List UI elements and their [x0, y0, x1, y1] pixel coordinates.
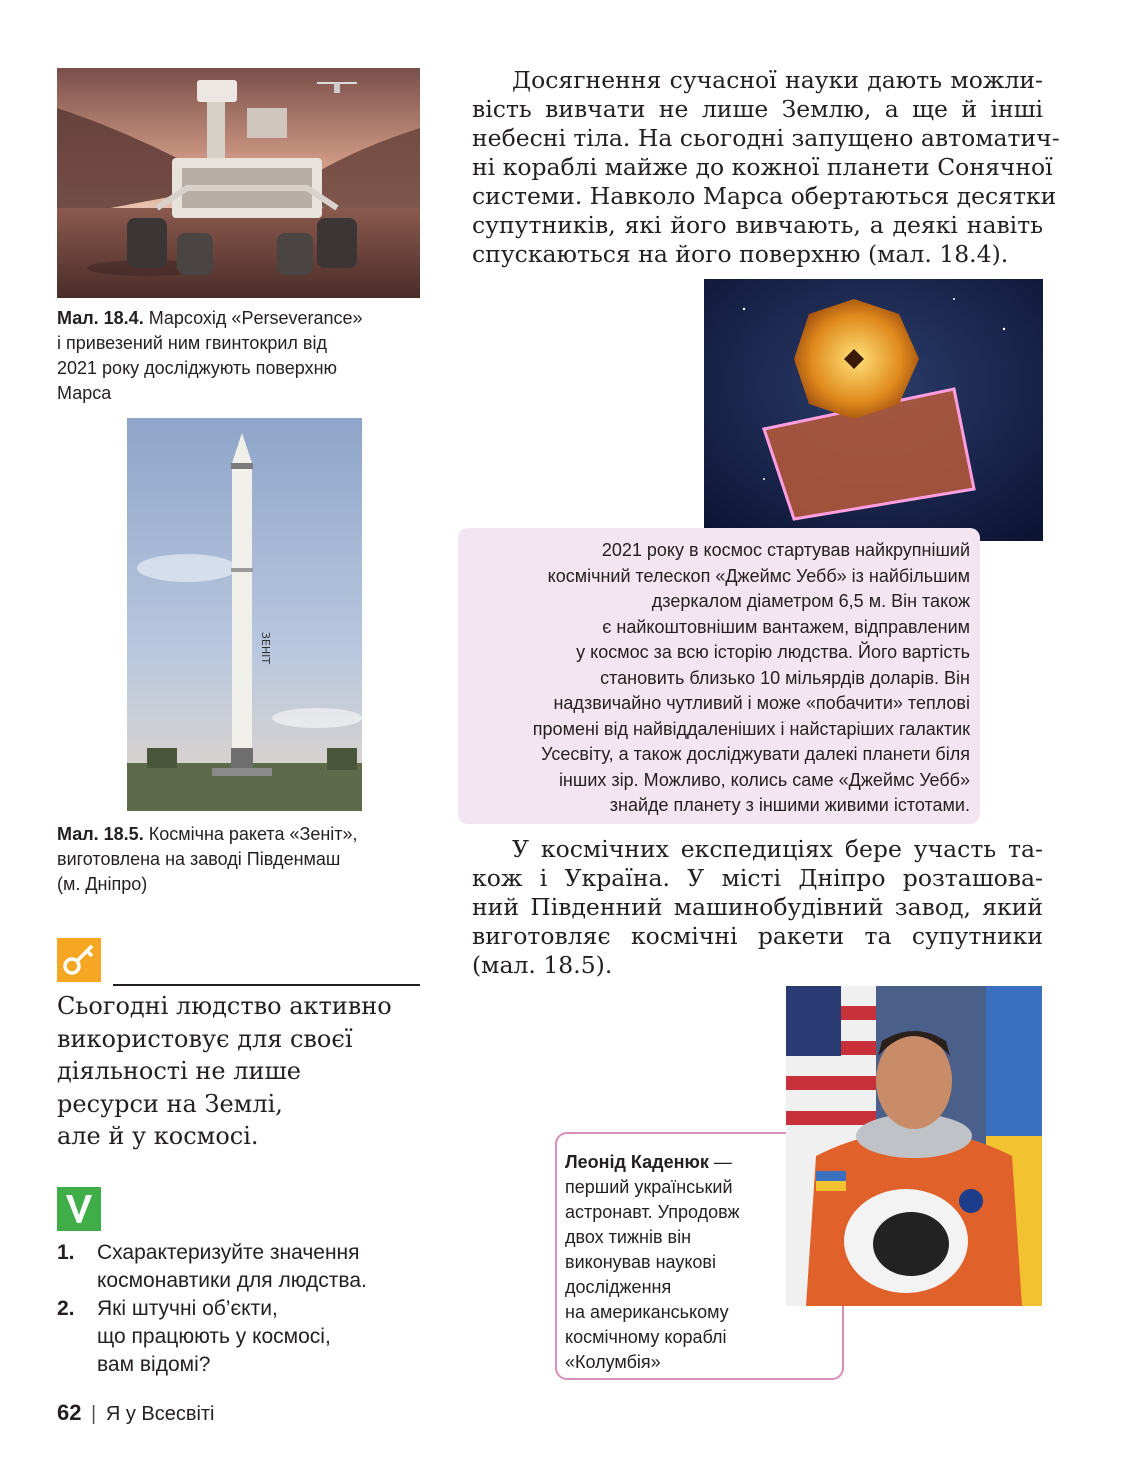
question-item [57, 1239, 427, 1295]
info-line: надзвичайно чутливий і може «побачити» теплові [553, 693, 970, 713]
question-number: 2. [57, 1297, 75, 1320]
question-line: що працюють у космосі, [97, 1325, 331, 1348]
question-number: 1. [57, 1241, 75, 1264]
footer-separator: | [91, 1403, 97, 1425]
info-line: «Колумбія» [565, 1352, 661, 1372]
footer-section: Я у Всесвіті [105, 1403, 215, 1425]
info-line: Усесвіту, а також досліджувати далекі планети біля [541, 744, 970, 764]
question-line: вам відомі? [97, 1353, 211, 1376]
figure-18-4-caption [57, 306, 422, 406]
kadenyuk-dash: — [708, 1152, 732, 1172]
text-line: ні кораблі майже до кожної планети Сонячної [472, 153, 1053, 181]
info-line: перший український [565, 1177, 733, 1197]
key-divider [113, 984, 420, 986]
info-line: є найкоштовнішим вантажем, відправленим [602, 616, 970, 637]
figure-18-5-label: Мал. 18.5. [57, 824, 144, 844]
text-line: спускаються на його поверхню (мал. 18.4). [472, 240, 1009, 268]
page-number: 62 [57, 1400, 82, 1425]
text-line: кож і Україна. У місті Дніпро розташова- [472, 864, 1043, 892]
zenit-rocket-photo [127, 418, 362, 811]
text-line: супутників, які його вивчають, а деякі навіть [472, 211, 1043, 239]
key-line: діяльності не лише [57, 1057, 301, 1085]
caption-line: Космічна ракета «Зеніт», [143, 824, 358, 844]
text-line: (мал. 18.5). [472, 951, 613, 979]
info-line: астронавт. Упродовж [565, 1202, 740, 1222]
figure-18-4-label: Мал. 18.4. [57, 308, 144, 328]
info-line: космічному кораблі [565, 1327, 727, 1347]
text-line: виготовляє космічні ракети та супутники [472, 922, 1043, 950]
info-line: становить близько 10 мільярдів доларів. Він [600, 667, 970, 688]
info-line: виконував наукові [565, 1252, 716, 1272]
text-line: системи. Навколо Марса обертаються десятки [472, 182, 1057, 210]
text-line: небесні тіла. На сьогодні запущено автоматич- [472, 124, 1060, 152]
info-line: знайде планету з іншими живими істотами. [609, 795, 970, 815]
check-icon [57, 1187, 101, 1231]
text-line: вість вивчати не лише Землю, а ще й інші [472, 95, 1043, 123]
info-line: у космос за всю історію людства. Його вартість [576, 642, 970, 662]
key-line: Сьогодні людство активно [57, 992, 392, 1020]
info-line: на американському [565, 1302, 729, 1322]
info-line: двох тижнів він [565, 1227, 692, 1247]
text-line: Досягнення сучасної науки дають можли- [512, 66, 1043, 94]
page-footer [57, 1400, 215, 1426]
info-line: дзеркалом діаметром 6,5 м. Він також [651, 591, 970, 611]
key-line: але й у космосі. [57, 1122, 259, 1150]
webb-info-box [458, 528, 980, 824]
caption-line: (м. Дніпро) [57, 874, 148, 894]
intro-paragraph [472, 66, 1060, 269]
text-line: У космічних експедиціях бере участь та- [512, 835, 1043, 863]
webb-telescope-image [704, 279, 1043, 541]
questions-list [57, 1239, 427, 1379]
rocket-label: ЗЕНІТ [259, 631, 272, 665]
caption-line: 2021 року досліджують поверхню [57, 358, 338, 378]
question-line: космонавтики для людства. [97, 1269, 367, 1292]
caption-line: виготовлена на заводі Південмаш [57, 849, 341, 869]
question-line: Схарактеризуйте значення [97, 1241, 360, 1264]
astronaut-photo [786, 986, 1042, 1306]
mars-rover-photo [57, 68, 420, 298]
caption-line: Марса [57, 383, 112, 403]
ukraine-paragraph [472, 835, 1043, 980]
info-line: дослідження [565, 1277, 672, 1297]
info-line: космічний телескоп «Джеймс Уебб» із найбільшим [547, 565, 970, 586]
figure-18-5-caption [57, 822, 422, 897]
caption-line: Марсохід «Perseverance» [143, 308, 363, 328]
text-line: ний Південний машинобудівний завод, який [472, 893, 1043, 921]
kadenyuk-name: Леонід Каденюк [565, 1152, 709, 1172]
key-line: використовує для своєї [57, 1024, 353, 1053]
caption-line: і привезений ним гвинтокрил від [57, 333, 327, 353]
question-line: Які штучні об’єкти, [97, 1297, 278, 1320]
key-summary [57, 990, 422, 1153]
question-item [57, 1295, 427, 1379]
info-line: 2021 року в космос стартував найкрупніший [601, 540, 970, 560]
info-line: промені від найвіддаленіших і найстаріших галактик [532, 718, 970, 739]
key-icon [57, 938, 101, 982]
key-line: ресурси на Землі, [57, 1089, 283, 1118]
info-line: інших зір. Можливо, колись саме «Джеймс Уебб» [558, 769, 970, 790]
